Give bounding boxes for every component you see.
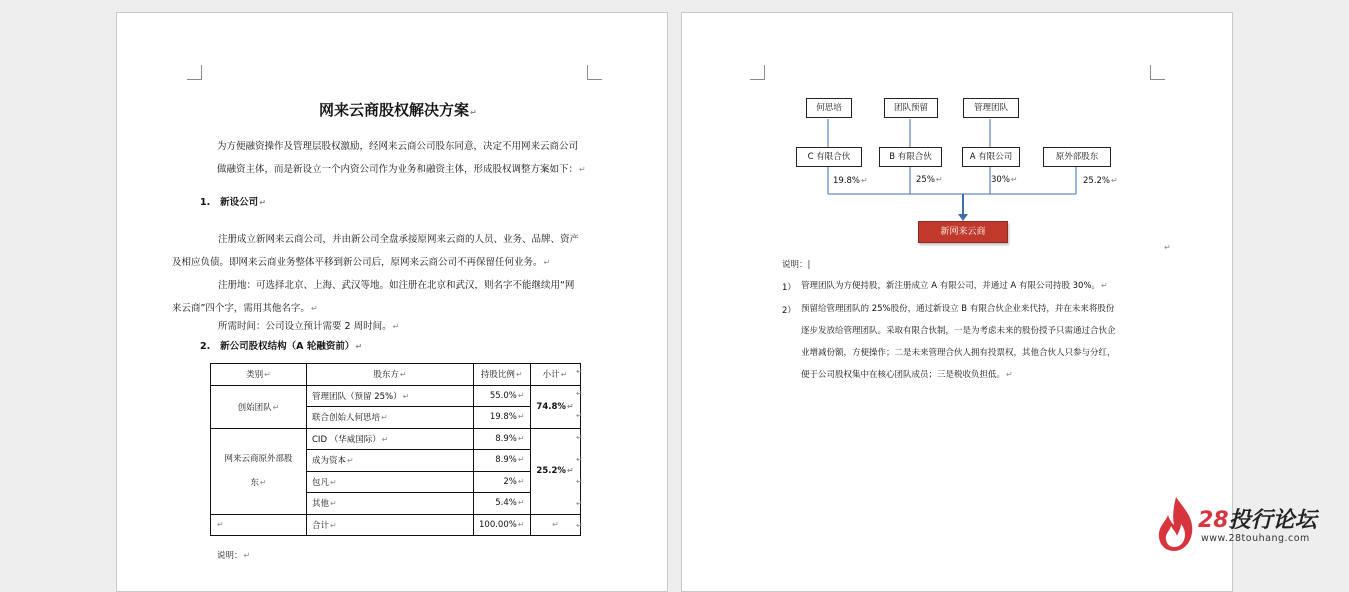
- category-line-2: 东↵: [250, 477, 267, 488]
- total-subtotal-cell[interactable]: ↵: [530, 514, 580, 536]
- total-label-cell[interactable]: 合计↵: [307, 514, 474, 536]
- section-1-heading[interactable]: 1. 新设公司↵: [200, 197, 266, 208]
- holder-cell[interactable]: 管理团队（预留 25%）↵: [307, 385, 474, 407]
- row-end-mark: ↵: [576, 389, 583, 398]
- row-end-mark: ↵: [576, 521, 583, 530]
- header-cell-subtotal[interactable]: 小计↵: [530, 364, 580, 386]
- holder-cell[interactable]: 其他↵: [307, 493, 474, 515]
- holder-cell[interactable]: 包凡↵: [307, 471, 474, 493]
- section-1-paragraph-1[interactable]: [172, 228, 579, 274]
- category-cell-founders[interactable]: 创始团队↵: [211, 385, 307, 428]
- s1p1-line-1: 注册成立新网来云商公司，并由新公司全盘承接原网来云商的人员、业务、品牌、资产: [218, 234, 580, 245]
- s1p2-line-1: 注册地：可选择北京、上海、武汉等地。如注册在北京和武汉，则名字不能继续用“网: [218, 280, 575, 291]
- org-box-a-company[interactable]: A 有限公司: [962, 147, 1020, 167]
- document-page-2: [681, 12, 1233, 592]
- ratio-cell[interactable]: 8.9%↵: [474, 450, 531, 472]
- org-box-he-sipei[interactable]: 何思培: [806, 98, 852, 118]
- table-total-row: [211, 514, 581, 536]
- section-1-paragraph-2[interactable]: [172, 274, 574, 320]
- item2-line-4: 便于公司股权集中在核心团队成员；三是税收负担低。↵: [801, 370, 1013, 380]
- list-item-1[interactable]: 管理团队为方便持股，新注册成立 A 有限公司，并通过 A 有限公司持股 30%。↵: [801, 281, 1108, 291]
- paragraph-mark: ↵: [1164, 243, 1171, 252]
- item2-line-2: 逐步发放给管理团队。采取有限合伙制，一是为考虑未来的股份授予只需通过合伙企: [801, 326, 1116, 336]
- percent-label-external: 25.2%↵: [1083, 176, 1118, 186]
- equity-table: [210, 363, 581, 536]
- intro-paragraph[interactable]: [217, 135, 586, 181]
- subtotal-cell-founders[interactable]: 74.8%↵: [530, 385, 580, 428]
- category-line-1: 网来云商原外部股: [224, 453, 293, 464]
- list-number-2: 2）: [782, 306, 796, 316]
- org-box-team-reserve[interactable]: 团队预留: [884, 98, 938, 118]
- ratio-cell[interactable]: 2%↵: [474, 471, 531, 493]
- logo-wordmark: 28投行论坛: [1198, 508, 1317, 533]
- org-box-c-partnership[interactable]: C 有限合伙: [796, 147, 862, 167]
- org-box-management-team[interactable]: 管理团队: [963, 98, 1019, 118]
- ratio-cell[interactable]: 8.9%↵: [474, 428, 531, 450]
- org-box-new-company[interactable]: 新网来云商: [918, 221, 1008, 243]
- percent-label-a: 30%↵: [991, 175, 1018, 185]
- section-1-paragraph-3[interactable]: 所需时间：公司设立预计需要 2 周时间。↵: [218, 321, 400, 332]
- ratio-cell[interactable]: 55.0%↵: [474, 385, 531, 407]
- page2-note-label[interactable]: 说明：|: [782, 260, 811, 270]
- row-end-mark: ↵: [576, 411, 583, 420]
- item2-line-1: 预留给管理团队的 25%股份，通过新设立 B 有限合伙企业来代持，并在未来将股份: [801, 304, 1115, 314]
- table-note-label[interactable]: 说明：↵: [217, 551, 251, 561]
- document-page-1: [116, 12, 668, 592]
- s1p1-line-2: 及相应负债。即网来云商业务整体平移到新公司后，原网来云商公司不再保留任何业务。↵: [172, 257, 551, 268]
- intro-line-1: 为方便融资操作及管理层股权激励，经网来云商公司股东同意，决定不用网来云商公司: [217, 141, 579, 152]
- forum-logo[interactable]: [1152, 495, 1342, 555]
- total-empty-cell[interactable]: ↵: [211, 514, 307, 536]
- row-end-mark: ↵: [576, 499, 583, 508]
- subtotal-cell-external[interactable]: 25.2%↵: [530, 428, 580, 514]
- margin-corner-top-left: [187, 65, 202, 80]
- table-row: [211, 385, 581, 407]
- header-cell-category[interactable]: 类别↵: [211, 364, 307, 386]
- holder-cell[interactable]: CID （华威国际）↵: [307, 428, 474, 450]
- section-2-heading[interactable]: 2. 新公司股权结构（A 轮融资前）↵: [200, 341, 363, 352]
- header-cell-holder[interactable]: 股东方↵: [307, 364, 474, 386]
- row-end-mark: ↵: [576, 477, 583, 486]
- header-cell-ratio[interactable]: 持股比例↵: [474, 364, 531, 386]
- list-number-1: 1）: [782, 283, 796, 293]
- row-end-mark: ↵: [576, 455, 583, 464]
- ratio-cell[interactable]: 19.8%↵: [474, 407, 531, 429]
- s1p2-line-2: 来云商”四个字，需用其他名字。↵: [172, 303, 318, 314]
- list-item-2[interactable]: [801, 298, 1116, 386]
- table-row: [211, 428, 581, 450]
- margin-corner-top-right: [587, 65, 602, 80]
- logo-url: www.28touhang.com: [1201, 533, 1310, 544]
- total-value-cell[interactable]: 100.00%↵: [474, 514, 531, 536]
- org-box-b-partnership[interactable]: B 有限合伙: [879, 147, 942, 167]
- percent-label-c: 19.8%↵: [833, 176, 868, 186]
- org-box-external-shareholders[interactable]: 原外部股东: [1043, 147, 1111, 167]
- holder-cell[interactable]: 成为资本↵: [307, 450, 474, 472]
- row-end-mark: ↵: [576, 433, 583, 442]
- table-header-row: [211, 364, 581, 386]
- ratio-cell[interactable]: 5.4%↵: [474, 493, 531, 515]
- percent-label-b: 25%↵: [916, 175, 943, 185]
- item2-line-3: 业增减份额，方便操作；二是未来管理合伙人拥有投票权，其他合伙人只参与分红，: [801, 348, 1116, 358]
- document-title[interactable]: 网来云商股权解决方案↵: [319, 101, 477, 119]
- flame-icon: [1154, 495, 1198, 553]
- category-cell-external[interactable]: [211, 428, 307, 514]
- row-end-mark: ↵: [576, 367, 583, 376]
- intro-line-2: 做融资主体，而是新设立一个内资公司作为业务和融资主体，形成股权调整方案如下：↵: [217, 164, 586, 175]
- holder-cell[interactable]: 联合创始人何思培↵: [307, 407, 474, 429]
